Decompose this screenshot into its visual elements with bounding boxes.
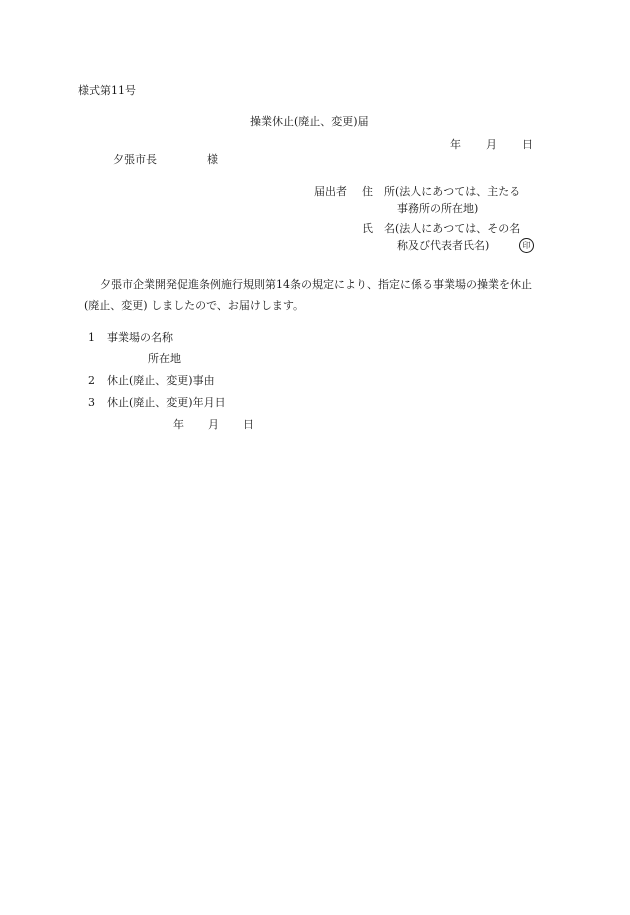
item-2-number: 2 xyxy=(88,374,95,387)
body-line-2: (廃止、変更) しましたので、お届けします。 xyxy=(84,299,304,312)
item-1-label: 事業場の名称 xyxy=(107,331,173,344)
address-note-line2: 事務所の所在地) xyxy=(397,202,479,215)
form-number: 様式第11号 xyxy=(78,84,136,97)
addressee-honorific: 様 xyxy=(207,153,218,166)
submitter-block xyxy=(0,186,630,256)
item-3-date-year: 年 xyxy=(173,418,184,431)
name-label: 氏 名 xyxy=(362,222,395,235)
name-note-line1: (法人にあつては、その名 xyxy=(395,222,521,235)
item-1-sub-label: 所在地 xyxy=(148,352,181,365)
header-date xyxy=(0,139,630,153)
header-date-month: 月 xyxy=(486,138,497,151)
body-line-1: 夕張市企業開発促進条例施行規則第14条の規定により、指定に係る事業場の操業を休止 xyxy=(100,278,532,291)
seal-mark: 印 xyxy=(519,238,534,253)
addressee xyxy=(0,154,630,168)
address-note-line1: (法人にあつては、主たる xyxy=(395,185,521,198)
submitter-label: 届出者 xyxy=(314,185,347,198)
item-3-date-day: 日 xyxy=(243,418,254,431)
name-note-line2: 称及び代表者氏名) xyxy=(397,239,490,252)
item-3-date xyxy=(0,419,630,433)
addressee-name: 夕張市長 xyxy=(113,153,157,166)
address-label: 住 所 xyxy=(362,185,395,198)
header-date-day: 日 xyxy=(522,138,533,151)
item-3-label: 休止(廃止、変更)年月日 xyxy=(107,396,226,409)
item-1-number: 1 xyxy=(88,331,95,344)
item-3-date-month: 月 xyxy=(208,418,219,431)
header-date-year: 年 xyxy=(450,138,461,151)
item-2-label: 休止(廃止、変更)事由 xyxy=(107,374,215,387)
document-title: 操業休止(廃止、変更)届 xyxy=(250,115,369,128)
item-3-number: 3 xyxy=(88,396,95,409)
